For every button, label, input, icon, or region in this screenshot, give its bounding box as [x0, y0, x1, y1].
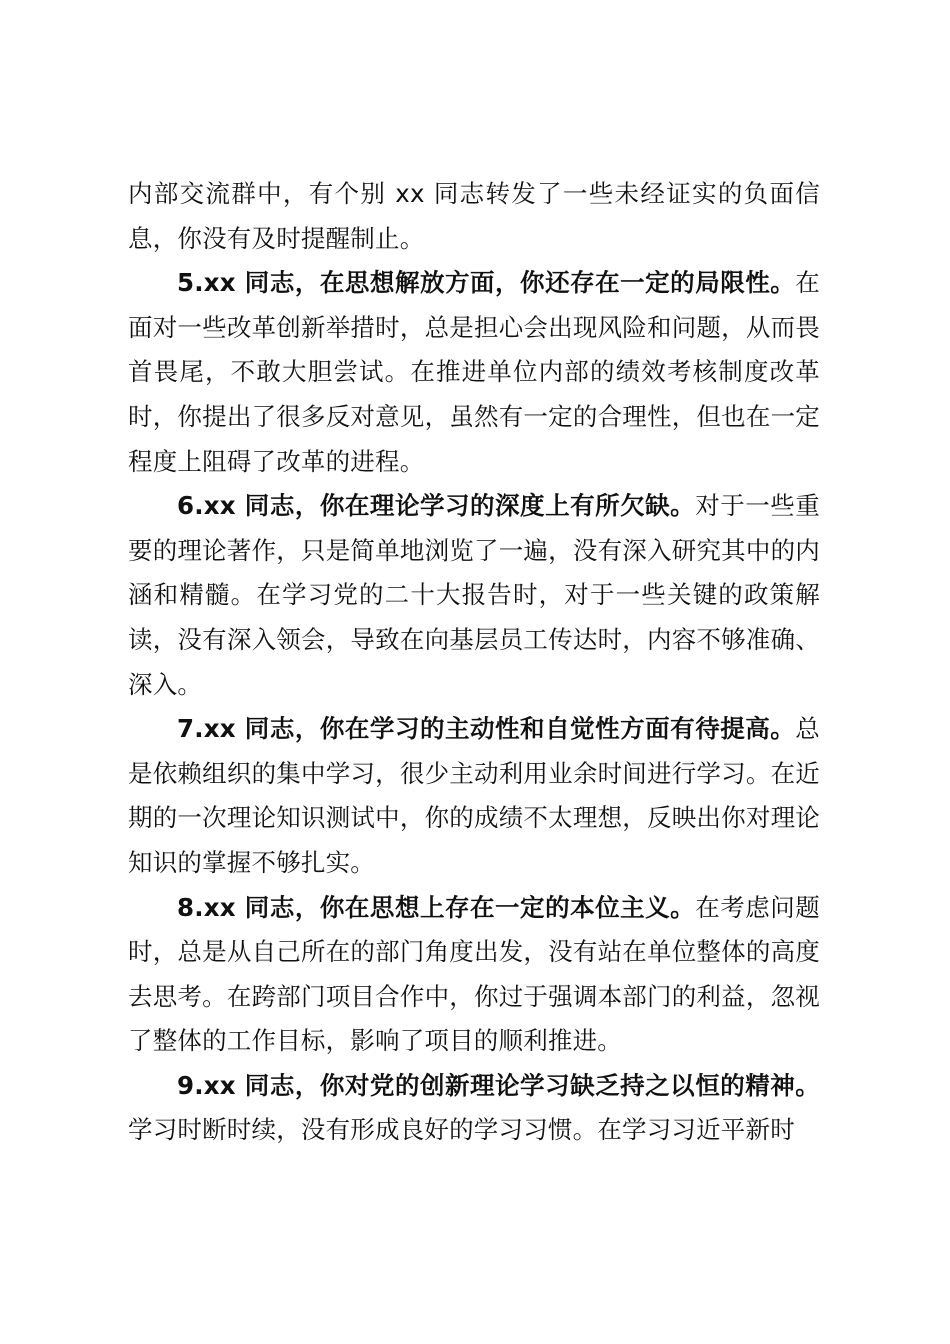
- paragraph-lead: 5.xx 同志，在思想解放方面，你还存在一定的局限性。: [177, 268, 796, 298]
- paragraph-text: 学习时断时续，没有形成良好的学习习惯。在学习习近平新时: [128, 1115, 795, 1145]
- paragraph-lead: 6.xx 同志，你在理论学习的深度上有所欠缺。: [177, 491, 696, 521]
- paragraph-item-7: [128, 707, 820, 885]
- paragraph-lead: 7.xx 同志，你在学习的主动性和自觉性方面有待提高。: [177, 714, 796, 744]
- paragraph-lead: 9.xx 同志，你对党的创新理论学习缺乏持之以恒的精神。: [177, 1070, 820, 1100]
- paragraph-text: 内部交流群中，有个别 xx 同志转发了一些未经证实的负面信息，你没有及时提醒制止。: [128, 179, 820, 253]
- paragraph-text: 对于一些重要的理论著作，只是简单地浏览了一遍，没有深入研究其中的内涵和精髓。在学习党的二十大报告时，对于一些关键的政策解读，没有深入领会，导致在向基层员工传达时，内容不够准确、深入。: [128, 491, 821, 699]
- paragraph-text: 在面对一些改革创新举措时，总是担心会出现风险和问题，从而畏首畏尾，不敢大胆尝试。在推进单位内部的绩效考核制度改革时，你提出了很多反对意见，虽然有一定的合理性，但也在一定程度上阻碍了改革的进程。: [128, 268, 820, 476]
- paragraph-continuation: [128, 172, 820, 261]
- paragraph-item-9: [128, 1064, 820, 1153]
- paragraph-text: 在考虑问题时，总是从自己所在的部门角度出发，没有站在单位整体的高度去思考。在跨部门项目合作中，你过于强调本部门的利益，忽视了整体的工作目标，影响了项目的顺利推进。: [128, 892, 821, 1056]
- document-body: [128, 172, 820, 1153]
- paragraph-item-6: [128, 484, 820, 707]
- paragraph-item-5: [128, 261, 820, 484]
- paragraph-lead: 8.xx 同志，你在思想上存在一定的本位主义。: [177, 892, 696, 922]
- paragraph-text: 总是依赖组织的集中学习，很少主动利用业余时间进行学习。在近期的一次理论知识测试中，你的成绩不太理想，反映出你对理论知识的掌握不够扎实。: [128, 714, 820, 877]
- paragraph-item-8: [128, 886, 820, 1064]
